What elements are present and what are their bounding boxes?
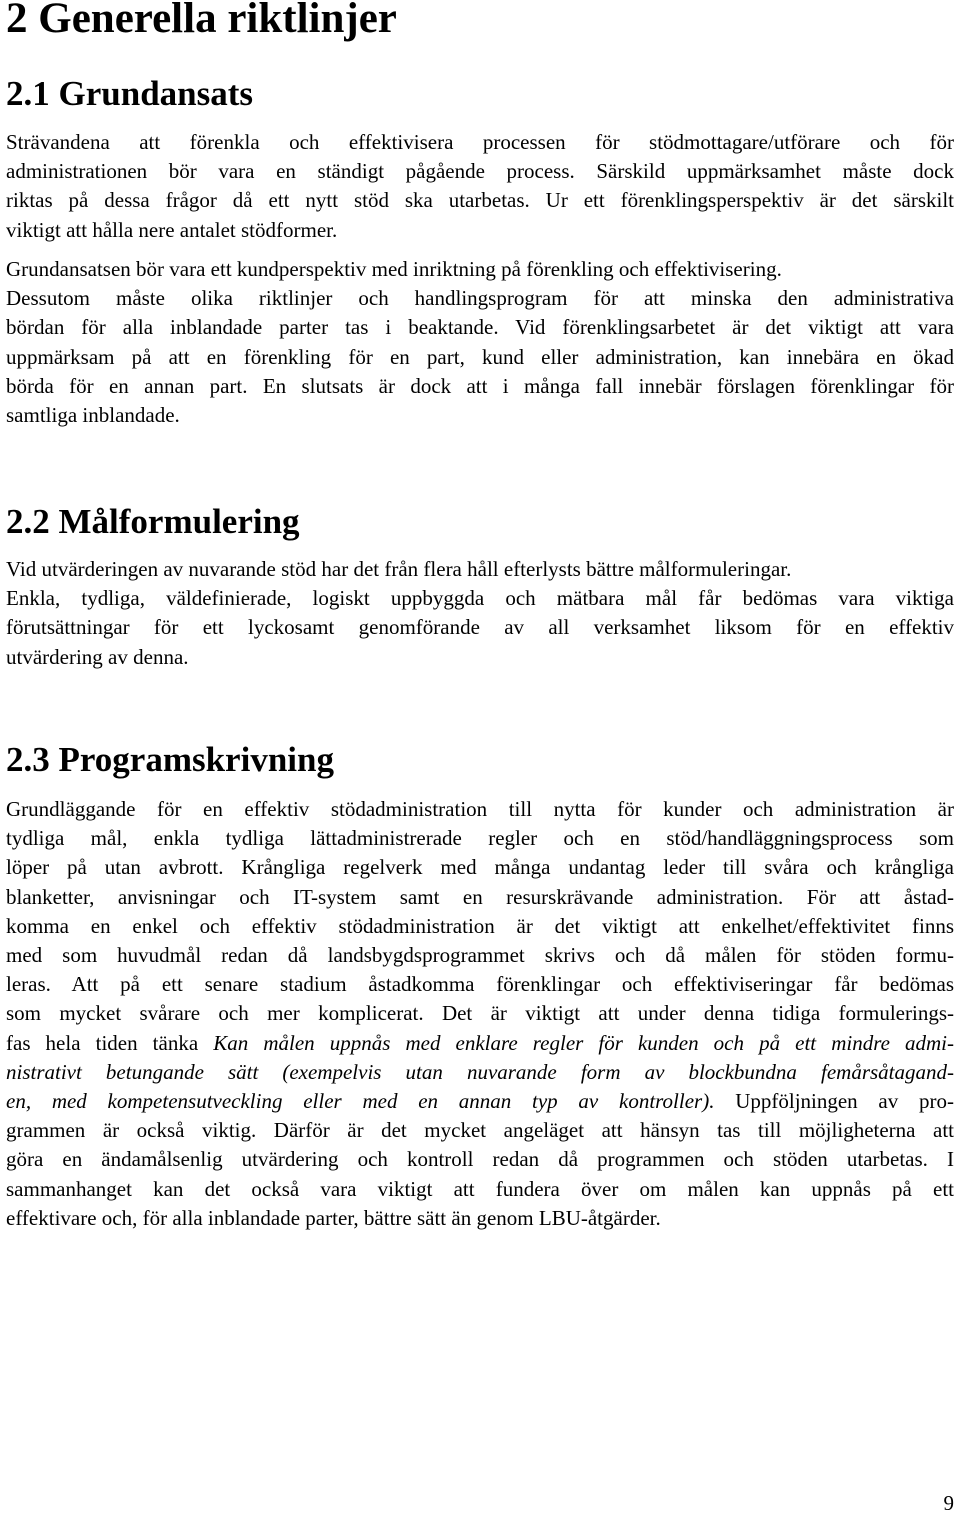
text-line: samtliga inblandade. — [6, 403, 180, 428]
text-segment: fas hela tiden tänka — [6, 1030, 214, 1055]
chapter-title: 2 Generella riktlinjer — [6, 0, 397, 42]
text-line: göra en ändamålsenlig utvärdering och kontroll redan då programmen och stöden utarbetas. I — [6, 1147, 954, 1172]
text-line: blanketter, anvisningar och IT-system samt en resurskrävande administration. För att åstad- — [6, 884, 954, 909]
italic-segment: Kan målen uppnås med enklare regler för kunden och på ett mindre admi- — [213, 1030, 954, 1055]
text-line: med som huvudmål redan då landsbygdsprogrammet skrivs och då målen för stöden formu- — [6, 943, 954, 968]
text-line: komma en enkel och effektiv stödadministration är det viktigt att enkelhet/effektivitet finns — [6, 913, 954, 938]
text-line: börda för en annan part. En slutsats är dock att i många fall innebär förslagen förenklingar för — [6, 373, 954, 398]
text-line: Vid utvärderingen av nuvarande stöd har det från flera håll efterlysts bättre målformuleringar. — [6, 557, 792, 581]
page-number: 9 — [943, 1491, 954, 1515]
text-line-mixed — [6, 1087, 954, 1116]
text-segment: Uppföljningen av pro- — [714, 1089, 954, 1114]
text-line: som mycket svårare och mer komplicerat. Det är viktigt att under denna tidiga formulerings- — [6, 1001, 954, 1026]
paragraph-2-3 — [6, 795, 954, 1233]
text-line: Grundläggande för en effektiv stödadministration till nytta för kunder och administration är — [6, 797, 954, 821]
text-line: sammanhanget kan det också vara viktigt att fundera över om målen kan uppnås på ett — [6, 1176, 954, 1201]
text-line: Dessutom måste olika riktlinjer och handlingsprogram för att minska den administrativa — [6, 286, 954, 311]
paragraph-2-2 — [6, 555, 954, 672]
text-line: effektivare och, för alla inblandade parter, bättre sätt än genom LBU-åtgärder. — [6, 1205, 661, 1230]
text-line: löper på utan avbrott. Krångliga regelverk med många undantag leder till svåra och krångliga — [6, 855, 954, 880]
text-line: tydliga mål, enkla tydliga lättadministrerade regler och en stöd/handläggningsprocess som — [6, 826, 954, 851]
text-line: viktigt att hålla nere antalet stödformer. — [6, 217, 338, 242]
section-heading-2-3: 2.3 Programskrivning — [6, 740, 334, 779]
paragraph-2-1-a — [6, 128, 954, 245]
text-line: leras. Att på ett senare stadium åstadkomma förenklingar och effektiviseringar får bedömas — [6, 972, 954, 997]
text-line-italic — [6, 1058, 954, 1087]
text-line: uppmärksam på att en förenkling för en part, kund eller administration, kan innebära en ökad — [6, 344, 954, 369]
text-line: bördan för alla inblandade parter tas i beaktande. Vid förenklingsarbetet är det viktigt att vara — [6, 315, 954, 340]
text-line: Enkla, tydliga, väldefinierade, logiskt uppbyggda och mätbara mål får bedömas vara viktiga — [6, 586, 954, 611]
section-heading-2-2: 2.2 Målformulering — [6, 502, 300, 541]
italic-segment: nistrativt betungande sätt (exempelvis utan nuvarande form av blockbundna femårsåtagand- — [6, 1059, 954, 1084]
text-line: Grundansatsen bör vara ett kundperspektiv med inriktning på förenkling och effektivisering. — [6, 257, 782, 281]
text-line: riktas på dessa frågor då ett nytt stöd ska utarbetas. Ur ett förenklingsperspektiv är det särskilt — [6, 188, 954, 213]
text-line: Strävandena att förenkla och effektivisera processen för stödmottagare/utförare och för — [6, 130, 954, 154]
italic-segment: en, med kompetensutveckling eller med en annan typ av kontroller). — [6, 1089, 715, 1114]
text-line: utvärdering av denna. — [6, 644, 189, 669]
text-line: administrationen bör vara en ständigt pågående process. Särskild uppmärksamhet måste dock — [6, 159, 954, 184]
text-line-mixed — [6, 1029, 954, 1058]
text-line: grammen är också viktig. Därför är det mycket angeläget att hänsyn tas till möjligheterna att — [6, 1118, 954, 1143]
paragraph-2-1-b — [6, 255, 954, 430]
section-heading-2-1: 2.1 Grundansats — [6, 74, 254, 113]
text-line: förutsättningar för ett lyckosamt genomförande av all verksamhet liksom för en effektiv — [6, 615, 954, 640]
